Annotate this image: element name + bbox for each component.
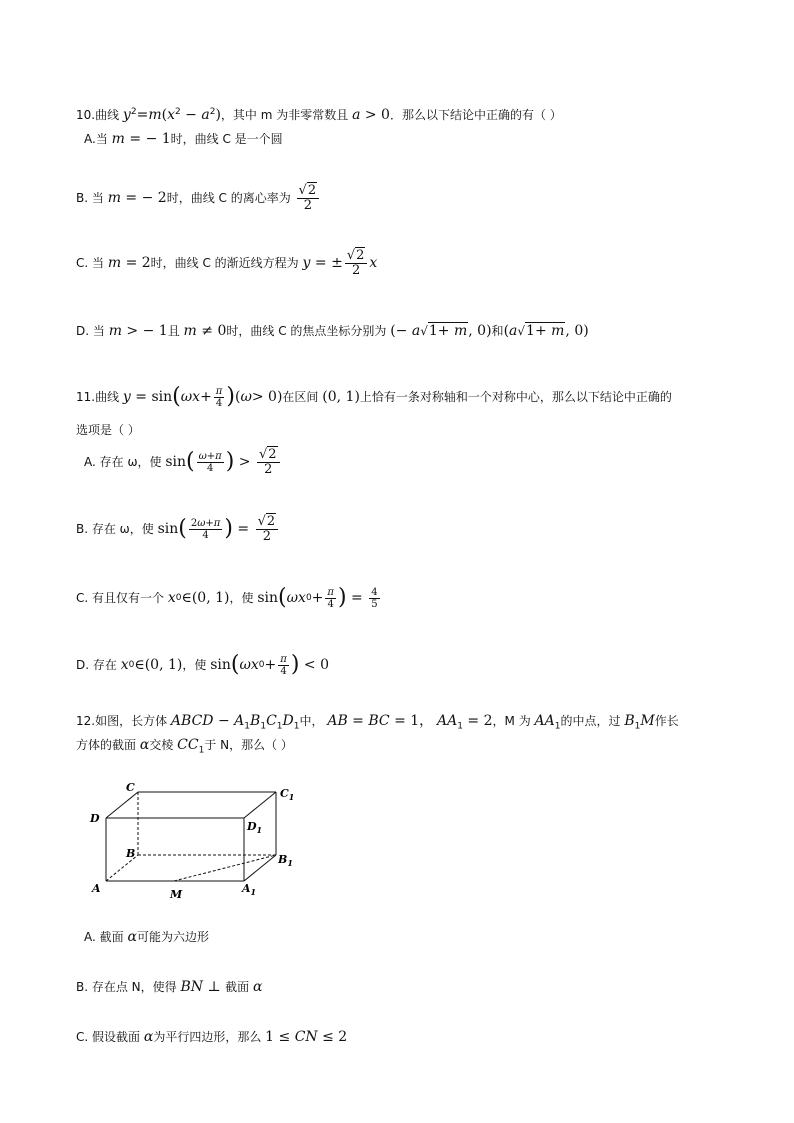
- frac-sqrt2-over-2: $\frac{√2}{2}$: [297, 184, 320, 213]
- label-a1: $A_1$: [242, 882, 257, 897]
- label-c1: $C_1$: [280, 787, 295, 802]
- q11-option-b: B. 存在 ω，使 sin ( $\frac{2\omega+\pi}{4}$ ) = $\frac{√2}{2}$: [76, 511, 280, 547]
- label-a: A: [92, 882, 101, 895]
- label-d1: $D_1$: [247, 820, 263, 835]
- q11-option-c: C. 有且仅有一个 x 0 ∈(0, 1) ，使 sin ( ωx 0 + $\frac{\pi}{4}$ ) = $\frac{4}{5}$: [76, 585, 378, 610]
- label-m: M: [170, 888, 183, 901]
- label-d: D: [90, 812, 100, 825]
- q10-option-a: A.当 m = − 1时，曲线 C 是一个圆: [84, 131, 283, 147]
- q11-stem-line2: 选项是（ ）: [76, 423, 140, 437]
- label-b1: $B_1$: [278, 853, 293, 868]
- q12-option-b: B. 存在点 N，使得 BN ⊥ 截面 α: [76, 979, 263, 995]
- q12-option-a: A. 截面 α可能为六边形: [84, 929, 209, 945]
- q11-option-a: A. 存在 ω，使 sin ( $\frac{\omega+\pi}{4}$ ) > $\frac{√2}{2}$: [84, 444, 282, 480]
- label-c: C: [126, 781, 135, 794]
- q10-stem: 10.曲线 $y^2=m(x^2 - a^2)$，其中 m 为非零常数且 a > 0．那么以下结论中正确的有（ ）: [76, 107, 562, 123]
- q11-stem: 11.曲线 y = sin ( ωx + $\frac{\pi}{4}$ ) ( ω > 0) 在区间 (0, 1) 上恰有一条对称轴和一个对称中心，那么以下结论中正确的: [76, 384, 672, 409]
- q12-option-c: C. 假设截面 α为平行四边形，那么 1 ≤ CN ≤ 2: [76, 1029, 348, 1045]
- q12-stem: 12.如图，长方体 ABCD − $A_1B_1C_1D_1$中， AB = BC = 1， $AA_1 = 2$，M 为 $AA_1$的中点，过 $B_1M$作长: [76, 713, 679, 732]
- q10-option-d: D. 当 m > − 1且 m ≠ 0时，曲线 C 的焦点坐标分别为 (− a√1+ m, 0)和(a√1+ m, 0): [76, 323, 589, 339]
- q12-stem-line2: 方体的截面 α交棱 $CC_1$于 N，那么（ ）: [76, 737, 293, 756]
- q11-option-d: D. 存在 x 0 ∈(0, 1) ，使 sin ( ωx 0 + $\frac{\pi}{4}$ ) < 0: [76, 652, 329, 677]
- q10-option-b: B. 当 m = − 2 时，曲线 C 的离心率为 $\frac{√2}{2}$: [76, 180, 321, 216]
- q10-option-c: C. 当 m = 2 时，曲线 C 的渐近线方程为 y = ± $\frac{√2}{2}$ x: [76, 247, 378, 278]
- label-b: B: [126, 847, 136, 860]
- cuboid-figure: [86, 775, 306, 905]
